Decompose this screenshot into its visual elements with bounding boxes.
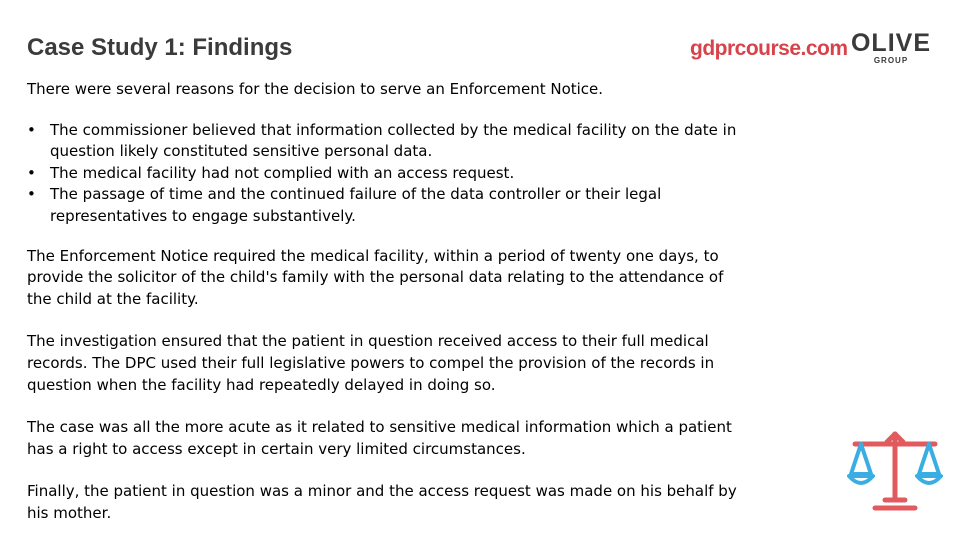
scales-of-justice-icon <box>845 428 945 517</box>
reasons-list <box>27 120 747 228</box>
paragraph-finally: Finally, the patient in question was a minor and the access request was made on his behalf by his mother. <box>27 482 737 522</box>
logo-main-text: OLIVE <box>850 29 931 57</box>
paragraph-enforcement-notice: The Enforcement Notice required the medical facility, within a period of twenty one days, to provide the solicitor of the child's family with the personal data relating to the attendance of the child at the facility. <box>27 246 724 308</box>
bullet-icon: • <box>27 185 36 204</box>
olive-group-logo <box>848 30 934 66</box>
list-item <box>27 163 747 185</box>
bullet-icon: • <box>27 163 36 182</box>
bullet-icon: • <box>27 120 36 139</box>
slide-body <box>27 79 747 525</box>
paragraph-investigation: The investigation ensured that the patient in question received access to their full medical records. The DPC used their full legislative powers to compel the provision of the records in question when the facility had repeatedly delayed in doing so. <box>27 332 715 394</box>
list-item-text: The medical facility had not complied with an access request. <box>50 163 515 182</box>
slide-title: Case Study 1: Findings <box>27 34 293 61</box>
list-item-text: The commissioner believed that information collected by the medical facility on the date in question likely constituted sensitive personal data. <box>50 120 737 161</box>
intro-text: There were several reasons for the decision to serve an Enforcement Notice. <box>27 80 604 98</box>
logo-sub-text: GROUP <box>873 56 909 65</box>
list-item <box>27 184 747 227</box>
list-item <box>27 120 747 163</box>
paragraph-acute-case: The case was all the more acute as it related to sensitive medical information which a patient has a right to access except in certain very limited circumstances. <box>27 418 732 458</box>
brand-wordmark: gdprcourse.com <box>690 37 848 60</box>
list-item-text: The passage of time and the continued failure of the data controller or their legal representatives to engage substantively. <box>50 185 662 225</box>
